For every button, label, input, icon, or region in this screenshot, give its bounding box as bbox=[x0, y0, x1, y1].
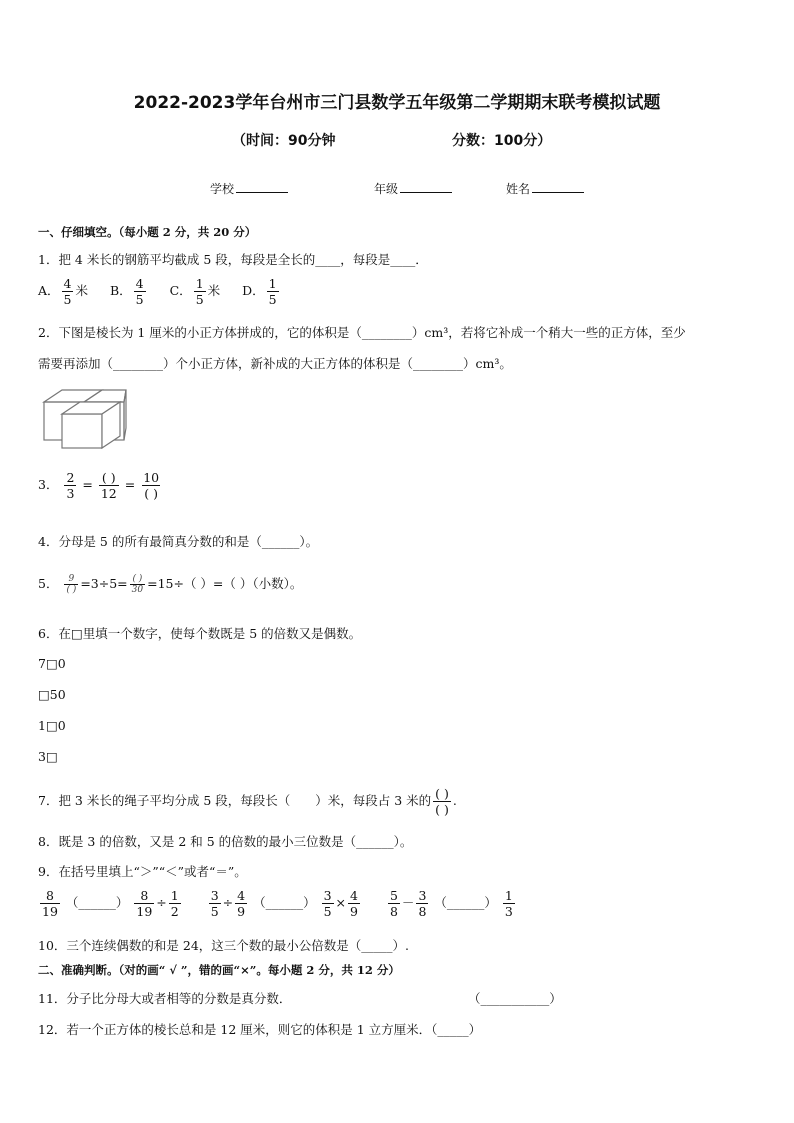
question-6-item: 7□0 bbox=[38, 656, 66, 671]
exam-time: （时间：90分钟 bbox=[232, 133, 336, 149]
comparison-2: $\frac{3}{5}$ ÷ $\frac{4}{9}$ （______） $\frac{3}{5}$ × $\frac{4}{9}$ bbox=[210, 888, 358, 919]
question-11-answer-blank: （___________） bbox=[468, 991, 562, 1006]
section-2-heading: 二、准确判断。（对的画“ √ ”，错的画“×”。每小题 2 分，共 12 分） bbox=[38, 963, 400, 977]
name-field: 姓名 bbox=[506, 180, 584, 197]
question-2-line-1: 2．下图是棱长为 1 厘米的小正方体拼成的，它的体积是（________）cm³，若将它补成一个稍大一些的正方体，至少 bbox=[38, 325, 686, 340]
page-title: 2022-2023学年台州市三门县数学五年级第二学期期末联考模拟试题 bbox=[133, 93, 661, 113]
question-10: 10．三个连续偶数的和是 24，这三个数的最小公倍数是（_____）. bbox=[38, 938, 410, 953]
question-6: 6．在□里填一个数字，使每个数既是 5 的倍数又是偶数。 bbox=[38, 626, 362, 641]
question-6-item: □50 bbox=[38, 687, 66, 702]
question-4: 4．分母是 5 的所有最简真分数的和是（______）。 bbox=[38, 534, 319, 549]
option-d: D． $\frac{1}{5}$ bbox=[242, 276, 277, 307]
grade-field: 年级 bbox=[374, 180, 452, 197]
comparison-3: $\frac{5}{8}$ － $\frac{3}{8}$ （______） $\frac{1}{3}$ bbox=[389, 888, 513, 919]
question-2-line-2: 需要再添加（________）个小正方体，新补成的大正方体的体积是（________）cm³。 bbox=[38, 356, 512, 371]
school-field: 学校 bbox=[210, 180, 288, 197]
question-6-item: 1□0 bbox=[38, 718, 66, 733]
question-5: 5． $\frac{9}{( )}$ =3÷5= $\frac{( )}{30}$ =15÷（ ）=（ ）（小数）。 bbox=[38, 574, 303, 595]
question-3: 3． $\frac{2}{3}$ = $\frac{( )}{12}$ = $\frac{10}{( )}$ bbox=[38, 470, 160, 501]
cube-figure bbox=[40, 388, 130, 452]
question-9-comparisons bbox=[38, 888, 517, 919]
question-8: 8．既是 3 的倍数，又是 2 和 5 的倍数的最小三位数是（______）。 bbox=[38, 834, 413, 849]
option-c: C． $\frac{1}{5}$ 米 bbox=[169, 276, 221, 307]
comparison-1: $\frac{8}{19}$ （______） $\frac{8}{19}$ ÷ $\frac{1}{2}$ bbox=[42, 888, 179, 919]
question-11: 11．分子比分母大或者相等的分数是真分数． bbox=[38, 991, 292, 1006]
section-1-heading: 一、仔细填空。（每小题 2 分，共 20 分） bbox=[38, 225, 257, 239]
question-1-options bbox=[38, 276, 299, 307]
option-a: A． $\frac{4}{5}$ 米 bbox=[38, 276, 88, 307]
question-6-item: 3□ bbox=[38, 749, 58, 764]
question-1: 1．把 4 米长的钢筋平均截成 5 段，每段是全长的____，每段是____． bbox=[38, 252, 428, 267]
exam-score: 分数：100分） bbox=[452, 133, 552, 149]
question-9: 9．在括号里填上“＞”“＜”或者“＝”。 bbox=[38, 864, 247, 879]
question-12: 12．若一个正方体的棱长总和是 12 厘米，则它的体积是 1 立方厘米．（_____） bbox=[38, 1022, 482, 1037]
question-7: 7．把 3 米长的绳子平均分成 5 段，每段长（ ）米，每段占 3 米的 $\frac{( )}{( )}$ . bbox=[38, 786, 457, 817]
option-b: B． $\frac{4}{5}$ bbox=[109, 276, 144, 307]
